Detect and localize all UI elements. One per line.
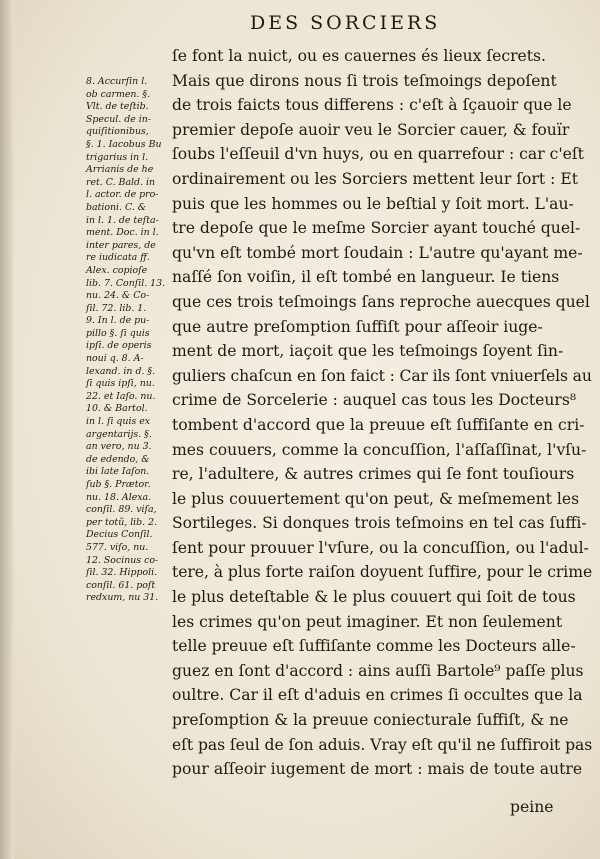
text-line: le plus deteſtable & le plus couuert qui ſoit de tous xyxy=(172,588,576,607)
margin-note-line: Decius Conſil. xyxy=(86,529,153,541)
text-line: ment de mort, iaçoit que les teſmoings ſoyent ſin- xyxy=(172,342,564,361)
margin-note-line: l. actor. de pro- xyxy=(86,189,159,201)
margin-note-line: per totũ, lib. 2. xyxy=(86,516,158,528)
text-line: tombent d'accord que la preuue eſt ſuffiſante en cri- xyxy=(172,415,585,434)
main-text xyxy=(172,44,592,782)
text-line: ſent pour prouuer l'vſure, ou la concuſſion, ou l'adul- xyxy=(172,538,589,557)
margin-note-line: lexand. in d. §. xyxy=(86,365,156,377)
margin-note-line: ſi quis ipſi, nu. xyxy=(86,378,155,390)
margin-note-line: inter pares, de xyxy=(86,239,156,251)
margin-note-line: quiſitionibus, xyxy=(86,126,149,138)
text-line: guliers chaſcun en ſon faict : Car ils ſont vniuerſels au xyxy=(172,366,592,385)
margin-note-line: ret. C. Bald. in xyxy=(86,176,156,188)
margin-note-line: 9. In l. de pu- xyxy=(86,315,150,327)
text-line: oultre. Car il eſt d'aduis en crimes ſi occultes que la xyxy=(172,686,583,705)
margin-note-line: in l. ſi quis ex xyxy=(86,416,151,428)
margin-note-line: conſil. 89. viſa, xyxy=(86,504,157,516)
catchword: peine xyxy=(510,798,554,816)
text-line: mes couuers, comme la concuſſion, l'aſſaſſinat, l'vſu- xyxy=(172,440,587,459)
margin-note-line: Arrianis de he xyxy=(86,164,154,176)
margin-note-line: §. 1. Iacobus Bu xyxy=(86,138,162,150)
text-line: puis que les hommes ou le beſtial y ſoit mort. L'au- xyxy=(172,194,574,213)
margin-note-line: Vlt. de teſtib. xyxy=(86,101,149,113)
marginal-notes xyxy=(86,76,168,605)
margin-note-line: 577. viſo, nu. xyxy=(86,541,149,553)
text-line: preſomption & la preuue coniecturale ſuffiſt, & ne xyxy=(172,711,569,730)
text-line: telle preuue eſt ſuffiſante comme les Docteurs alle- xyxy=(172,637,576,656)
margin-note-line: re iudicata ff. xyxy=(86,252,150,264)
text-line: qu'vn eſt tombé mort ſoudain : L'autre qu'ayant me- xyxy=(172,243,583,262)
text-line: pour aſſeoir iugement de mort : mais de toute autre xyxy=(172,760,583,779)
margin-note-line: 8. Accurſin l. xyxy=(86,76,148,87)
running-header: DES SORCIERS xyxy=(250,12,441,34)
margin-note-line: redxum, nu 31. xyxy=(86,592,159,604)
margin-note-line: ſil. 72. lib. 1. xyxy=(86,302,147,314)
text-line: guez en ſont d'accord : ains auſſi Bartole⁹ paſſe plus xyxy=(172,661,584,680)
margin-note-line: 10. & Bartol. xyxy=(86,403,148,415)
margin-note-line: bationi. C. & xyxy=(86,201,147,213)
margin-note-line: ſub §. Prætor. xyxy=(86,479,151,490)
margin-note-line: noui q. 8. A- xyxy=(86,353,144,365)
margin-note-line: nu. 24. & Co- xyxy=(86,290,150,302)
text-line: tre depoſe que le meſme Sorcier ayant touché quel- xyxy=(172,219,581,238)
margin-note-line: 12. Socinus co- xyxy=(86,554,159,566)
text-line: le plus couuertement qu'on peut, & meſmement les xyxy=(172,489,580,508)
margin-note-line: ibi late Iaſon. xyxy=(86,466,150,478)
text-line: les crimes qu'on peut imaginer. Et non ſeulement xyxy=(172,612,563,631)
margin-note-line: ob carmen. §. xyxy=(86,88,151,100)
margin-note-line: ſil. 32. Hippoli. xyxy=(86,567,158,579)
margin-note-line: conſil. 61. poſt xyxy=(86,579,156,591)
text-line: premier depoſe auoir veu le Sorcier cauer, & fouïr xyxy=(172,120,570,139)
text-line: re, l'adultere, & autres crimes qui ſe font touſiours xyxy=(172,465,575,484)
text-line: de trois faicts tous differens : c'eſt à ſçauoir que le xyxy=(172,96,572,115)
text-line: que ces trois teſmoings ſans reproche auecques quel xyxy=(172,292,590,311)
text-line: Sortileges. Si donques trois teſmoins en tel cas ſuffi- xyxy=(172,514,587,533)
text-line: ordinairement ou les Sorciers mettent leur ſort : Et xyxy=(172,169,578,188)
margin-note-line: trigarius in l. xyxy=(86,151,149,163)
text-line: ſe font la nuict, ou es cauernes és lieux ſecrets. xyxy=(172,47,546,65)
margin-note-line: ipſi. de operis xyxy=(86,340,152,352)
text-line: Mais que dirons nous ſi trois teſmoings depoſent xyxy=(172,71,557,90)
margin-note-line: argentarijs. §. xyxy=(86,428,152,440)
margin-note-line: Specul. de in- xyxy=(86,113,151,125)
margin-note-line: lib. 7. Conſil. 13. xyxy=(86,277,166,289)
text-line: que autre preſomption ſuffiſt pour aſſeoir iuge- xyxy=(172,317,543,336)
binding-gutter xyxy=(0,0,14,859)
margin-note-line: 22. et Iaſo. nu. xyxy=(86,390,156,402)
margin-note-line: in l. 1. de teſta- xyxy=(86,214,159,226)
margin-note-line: nu. 18. Alexa. xyxy=(86,491,152,503)
text-line: ſoubs l'eſſeuil d'vn huys, ou en quarrefour : car c'eſt xyxy=(172,145,584,164)
text-line: crime de Sorcelerie : auquel cas tous les Docteurs⁸ xyxy=(172,391,577,410)
margin-note-line: an vero, nu 3. xyxy=(86,441,152,453)
margin-note-line: de edendo, & xyxy=(86,453,150,465)
text-line: naſſé ſon voiſin, il eſt tombé en langueur. Ie tiens xyxy=(172,268,560,287)
margin-note-line: ment. Doc. in l. xyxy=(86,227,159,239)
margin-note-line: pillo §. ſi quis xyxy=(86,327,150,339)
text-line: tere, à plus forte raiſon doyuent ſuffire, pour le crime xyxy=(172,563,593,582)
margin-note-line: Alex. copioſe xyxy=(86,264,148,276)
text-line: eſt pas ſeul de ſon aduis. Vray eſt qu'il ne ſuffiroit pas xyxy=(172,735,593,754)
